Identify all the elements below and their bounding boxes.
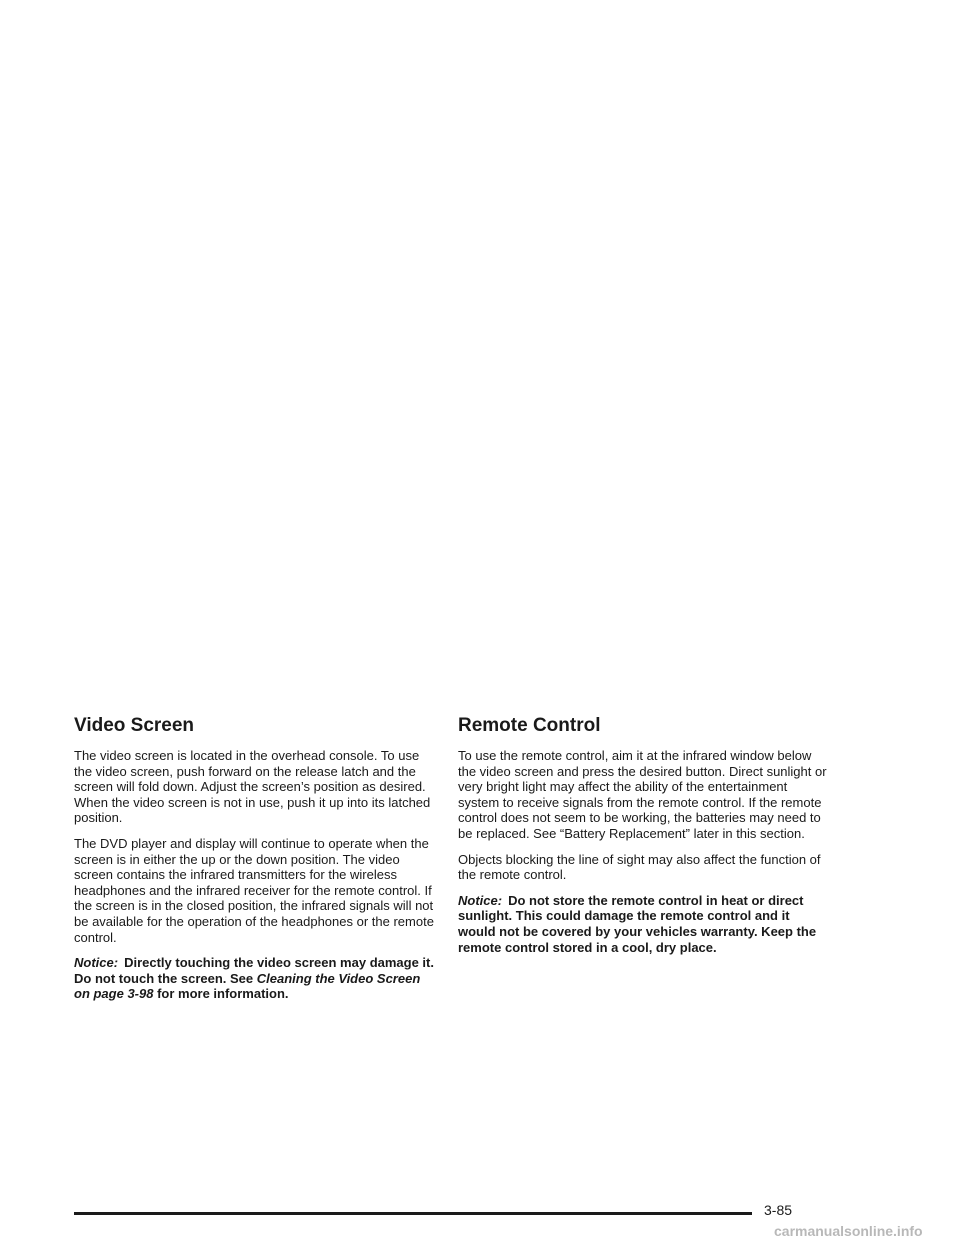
notice-text-before: Directly touching the video screen may damage it. Do not touch the screen. See: [74, 955, 434, 986]
cross-reference-link[interactable]: Cleaning the Video Screen on page 3-98: [74, 970, 421, 1002]
watermark-text: carmanualsonline.info: [774, 1223, 923, 1239]
footer-divider: [74, 1212, 752, 1215]
video-screen-paragraph-1: The video screen is located in the overhead console. To use the video screen, push forward on the release latch and the screen will fold down. Adjust the screen’s position as desired. When the video screen is not in use, push it up into its latched position.: [74, 748, 431, 826]
page-number: 3-85: [764, 1202, 793, 1218]
video-screen-heading: Video Screen: [74, 715, 195, 736]
remote-control-paragraph-2: Objects blocking the line of sight may also affect the function of the remote control.: [458, 851, 821, 883]
notice-text-after: for more information.: [153, 986, 289, 1002]
notice-text: Do not store the remote control in heat or direct sunlight. This could damage the remote control and it would not be covered by your vehicles warranty. Keep the remote control stored in a cool, dry place.: [458, 892, 817, 955]
remote-control-heading: Remote Control: [458, 715, 601, 736]
notice-label: Notice:: [74, 955, 119, 971]
video-screen-notice: [74, 955, 436, 1002]
remote-control-section: [458, 714, 830, 955]
video-screen-section: [74, 714, 436, 1002]
notice-label: Notice:: [458, 892, 503, 908]
video-screen-paragraph-2: The DVD player and display will continue to operate when the screen is in either the up or the down position. The video screen contains the infrared transmitters for the wireless headphones and the infrared receiver for the remote control. If the screen is in the closed position, the infrared signals will not be available for the operation of the headphones or the remote control.: [74, 835, 434, 945]
remote-control-notice: [458, 893, 830, 955]
remote-control-paragraph-1: To use the remote control, aim it at the infrared window below the video screen and press the desired button. Direct sunlight or very bright light may affect the ability of the entertainment system to receive signals from the remote control. If the remote control does not seem to be working, the batteries may need to be replaced. See “Battery Replacement” later in this section.: [458, 748, 827, 841]
